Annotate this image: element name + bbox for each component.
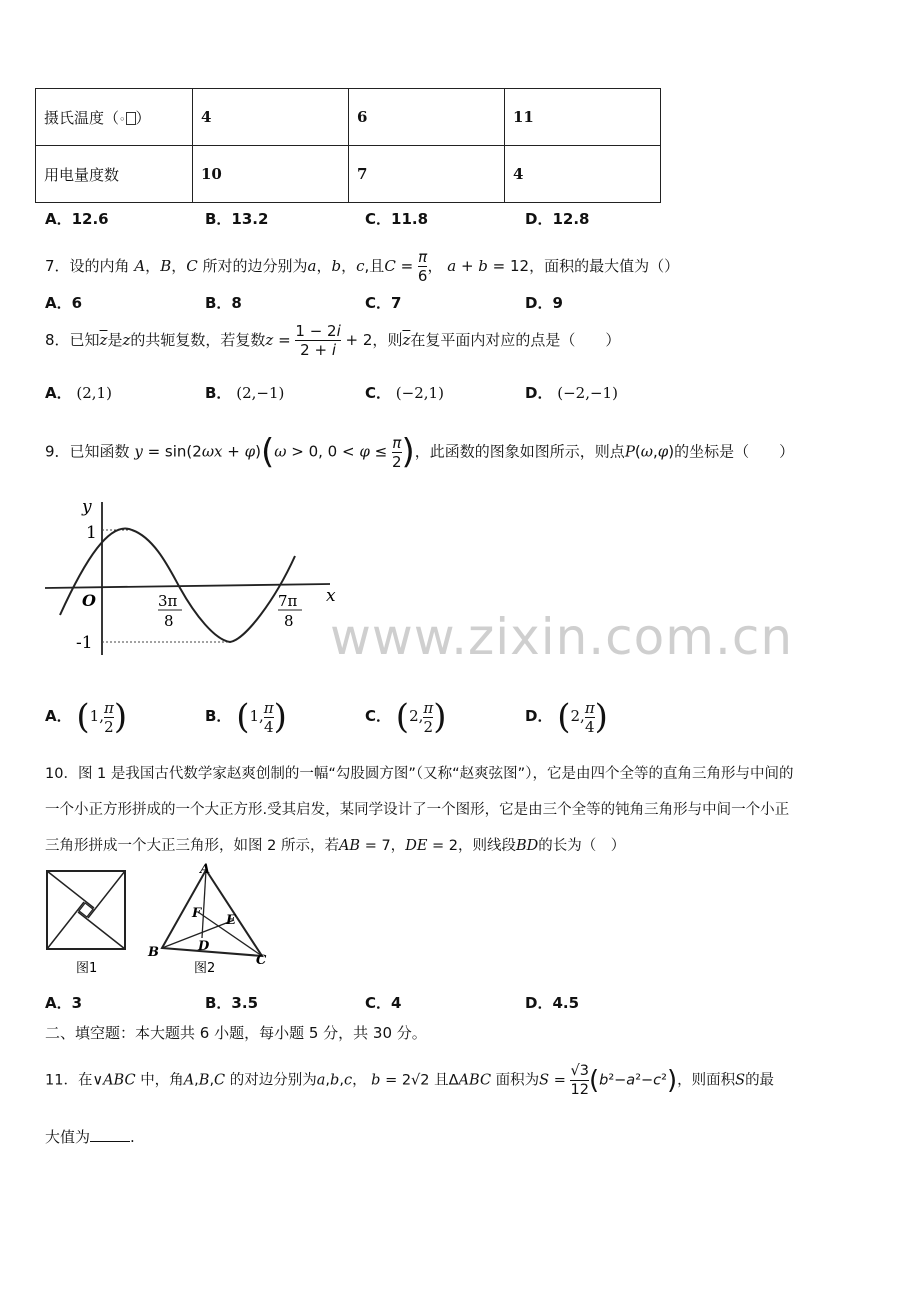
tick-label-1: 1 <box>86 523 97 543</box>
q10-option-d[interactable]: D．4.5 <box>525 994 580 1012</box>
table-row <box>36 146 661 203</box>
q6-option-b[interactable]: B．13.2 <box>205 210 269 228</box>
q10-option-a[interactable]: A．3 <box>45 994 83 1012</box>
table-cell: 11 <box>505 89 661 146</box>
question-8: 8．已知$\overline{z}$是z的共轭复数，若复数z = $\frac{1 - 2i}{2 + i}$ + 2，则$\overline{z}$在复平面内对应的点是（ ） <box>45 322 621 359</box>
point-f: F <box>192 906 202 921</box>
q9-option-c[interactable]: C． (2, $\frac{\pi}{2}$ ) <box>365 697 447 737</box>
x-axis <box>45 584 330 588</box>
q6-option-d[interactable]: D．12.8 <box>525 210 590 228</box>
section-heading: 二、填空题：本大题共 6 小题，每小题 5 分，共 30 分。 <box>45 1024 427 1042</box>
figure-1-caption: 图1 <box>76 961 98 976</box>
question-11: 11．在∨ABC 中，角A,B,C 的对边分别为a,b,c， b = 2√2 且ΔABC 面积为S = $\frac{√3}{12}$ (b²−a²−c²)，则面积S的最 <box>45 1063 775 1098</box>
q8-option-c[interactable]: C． (−2,1) <box>365 384 444 402</box>
q6-option-c[interactable]: C．11.8 <box>365 210 429 228</box>
tick-label-7pi8-num: 7π <box>278 592 298 610</box>
table-header-temperature: 摄氏温度（◦ ） <box>36 89 193 146</box>
q9-option-d[interactable]: D． (2, $\frac{\pi}{4}$ ) <box>525 697 608 737</box>
x-label: x <box>326 586 336 606</box>
watermark: www.zixin.com.cn <box>330 608 794 666</box>
q8-option-d[interactable]: D． (−2,−1) <box>525 384 618 402</box>
q7-option-a[interactable]: A．6 <box>45 294 83 312</box>
question-10-line-3: 三角形拼成一个大正三角形，如图 2 所示，若AB = 7，DE = 2，则线段BD的长为（ ） <box>45 838 626 854</box>
answer-blank[interactable] <box>90 1141 130 1142</box>
table-header-power: 用电量度数 <box>36 146 193 203</box>
y-label: y <box>82 497 92 517</box>
point-e: E <box>226 913 236 928</box>
point-a: A <box>200 862 211 877</box>
origin-label: O <box>82 591 96 610</box>
question-7: 7．设的内角 A，B，C 所对的边分别为a，b，c,且C = $\frac{\pi}{6}$ ， a + b = 12，面积的最大值为（） <box>45 248 680 285</box>
q8-option-a[interactable]: A． (2,1) <box>45 384 112 402</box>
table-cell: 6 <box>349 89 505 146</box>
q10-option-b[interactable]: B．3.5 <box>205 994 259 1012</box>
tick-label-7pi8-den: 8 <box>284 612 294 630</box>
table-cell: 4 <box>193 89 349 146</box>
q9-option-a[interactable]: A． (1, $\frac{\pi}{2}$ ) <box>45 697 128 737</box>
tick-label-3pi8-den: 8 <box>164 612 174 630</box>
table-cell: 4 <box>505 146 661 203</box>
data-table <box>35 88 661 203</box>
figure-1 <box>44 868 128 976</box>
point-d: D <box>198 939 210 954</box>
figure-2-caption: 图2 <box>194 961 216 976</box>
q6-option-a[interactable]: A．12.6 <box>45 210 109 228</box>
question-10-line-1: 10．图 1 是我国古代数学家赵爽创制的一幅“勾股圆方图”（又称“赵爽弦图”），它是由四个全等的直角三角形与中间的 <box>45 766 794 782</box>
q7-option-b[interactable]: B．8 <box>205 294 242 312</box>
point-b: B <box>148 945 159 960</box>
sine-graph <box>40 490 340 660</box>
figure-2 <box>144 860 274 978</box>
tick-label-neg1: -1 <box>76 633 93 653</box>
q10-option-c[interactable]: C．4 <box>365 994 402 1012</box>
table-row <box>36 89 661 146</box>
question-11-line-2: 大值为 . <box>45 1128 135 1146</box>
q7-option-c[interactable]: C．7 <box>365 294 402 312</box>
q7-option-d[interactable]: D．9 <box>525 294 563 312</box>
q8-option-b[interactable]: B． (2,−1) <box>205 384 285 402</box>
point-c: C <box>256 953 267 968</box>
table-cell: 10 <box>193 146 349 203</box>
question-10-line-2: 一个小正方形拼成的一个大正方形.受其启发，某同学设计了一个图形，它是由三个全等的钝角三角形与中间一个小正 <box>45 802 790 818</box>
question-9: 9．已知函数 y = sin(2ωx + φ)(ω > 0, 0 < φ ≤ $\frac{\pi}{2}$ )，此函数的图象如图所示，则点P(ω,φ)的坐标是（ ） <box>45 432 795 472</box>
table-cell: 7 <box>349 146 505 203</box>
q9-option-b[interactable]: B． (1, $\frac{\pi}{4}$ ) <box>205 697 287 737</box>
tick-label-3pi8-num: 3π <box>158 592 178 610</box>
